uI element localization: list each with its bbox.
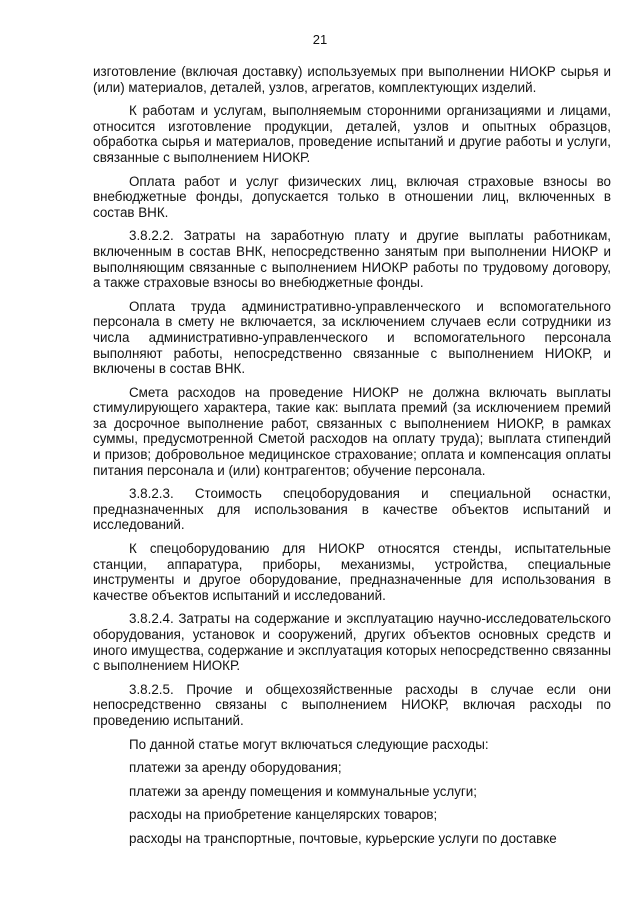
list-item: платежи за аренду помещения и коммунальные услуги; [129, 783, 478, 799]
list-item: расходы на транспортные, почтовые, курьерские услуги по доставке [129, 830, 557, 846]
paragraph: 3.8.2.4. Затраты на содержание и эксплуатацию научно-исследовательского оборудования, установок и сооружений, других объектов основных средств и иного имущества, содержание и эксплуатация которых непосредственно связанны с выполнением НИОКР. [93, 611, 611, 674]
list-item: расходы на приобретение канцелярских товаров; [129, 807, 438, 823]
paragraph: изготовление (включая доставку) используемых при выполнении НИОКР сырья и (или) материалов, деталей, узлов, агрегатов, комплектующих изделий. [93, 64, 611, 95]
paragraph: 3.8.2.3. Стоимость спецоборудования и специальной оснастки, предназначенных для использования в качестве объектов испытаний и исследований. [93, 486, 611, 533]
list-item: платежи за аренду оборудования; [129, 760, 342, 776]
paragraph: Оплата работ и услуг физических лиц, включая страховые взносы во внебюджетные фонды, допускается только в отношении лиц, включенных в состав ВНК. [93, 173, 611, 220]
paragraph: По данной статье могут включаться следующие расходы: [129, 736, 489, 752]
paragraph: 3.8.2.2. Затраты на заработную плату и другие выплаты работникам, включенным в состав ВНК, непосредственно занятым при выполнении НИОКР и выполняющим связанные с выполнением НИОКР работы по трудовому договору, а также страховые взносы во внебюджетные фонды. [93, 228, 611, 291]
paragraph: К работам и услугам, выполняемым сторонними организациями и лицами, относится изготовление продукции, деталей, узлов и опытных образцов, обработка сырья и материалов, проведение испытаний и другие работы и услуги, связанные с выполнением НИОКР. [93, 103, 611, 165]
paragraph: К спецоборудованию для НИОКР относятся стенды, испытательные станции, аппаратура, приборы, механизмы, устройства, специальные инструменты и другое оборудование, предназначенные для использования в качестве объектов испытаний и исследований. [93, 541, 611, 603]
paragraph: Оплата труда административно-управленческого и вспомогательного персонала в смету не включается, за исключением случаев если сотрудники из числа административно-управленческого и вспомогательного персонала выполняют работы, непосредственно связанные с выполнением НИОКР, и включены в состав ВНК. [93, 298, 611, 377]
paragraph: Смета расходов на проведение НИОКР не должна включать выплаты стимулирующего характера, такие как: выплата премий (за исключением премий за досрочное выполнение работ, связанных с выполнением НИОКР, в рамках суммы, предусмотренной Сметой расходов на оплату труда); выплата стипендий и призов; добровольное медицинское страхование; оплата и компенсация оплаты питания персонала и (или) контрагентов; обучение персонала. [93, 384, 611, 478]
paragraph: 3.8.2.5. Прочие и общехозяйственные расходы в случае если они непосредственно связаны с выполнением НИОКР, включая расходы по проведению испытаний. [93, 681, 611, 728]
document-body [93, 64, 611, 855]
page-number: 21 [312, 32, 328, 47]
